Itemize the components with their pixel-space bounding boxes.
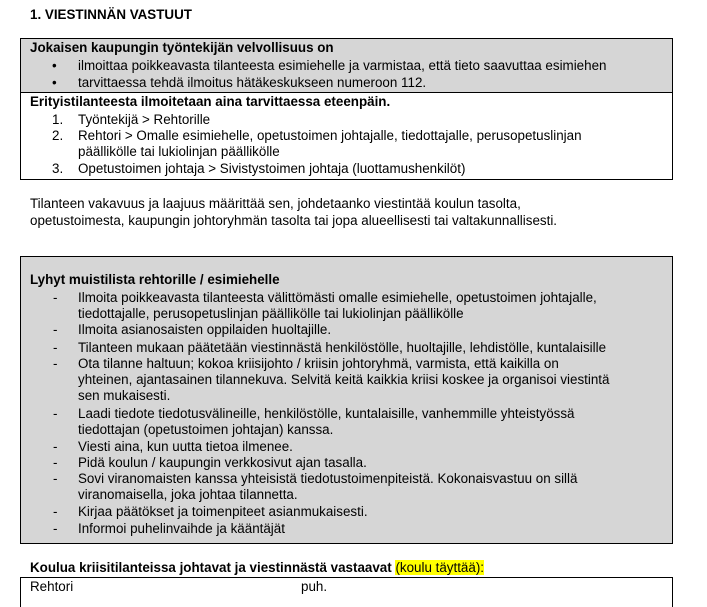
checklist-item-cont: sen mukaisesti. xyxy=(78,388,171,403)
checklist-item-cont: yhteinen, ajantasainen tilannekuva. Selvitä keitä kaikkia kriisi koskee ja organisoi viestintä xyxy=(78,372,610,387)
checklist-item: Informoi puhelinvaihde ja kääntäjät xyxy=(78,521,285,536)
bullet-icon: • xyxy=(52,75,57,90)
checklist-item: Ilmoita poikkeavasta tilanteesta välittömästi omalle esimiehelle, opetustoimen johtajalle, xyxy=(78,290,597,305)
bullet-icon: • xyxy=(52,58,57,73)
dash-bullet-icon: - xyxy=(53,504,58,519)
escalation-box-title: Erityistilanteesta ilmoitetaan aina tarvittaessa eteenpäin. xyxy=(30,94,391,109)
dash-bullet-icon: - xyxy=(53,406,58,421)
list-number: 3. xyxy=(52,161,64,176)
contacts-table xyxy=(20,577,673,607)
escalation-item: Rehtori > Omalle esimiehelle, opetustoimen johtajalle, tiedottajalle, perusopetuslinjan xyxy=(78,128,582,143)
fill-in-highlight: (koulu täyttää): xyxy=(395,560,485,575)
section-heading: 1. VIESTINNÄN VASTUUT xyxy=(30,7,192,22)
checklist-item-cont: tiedottajan (opetustoimen johtajan) kanssa. xyxy=(78,422,334,437)
checklist-item: Kirjaa päätökset ja toimenpiteet asianmukaisesti. xyxy=(78,504,368,519)
dash-bullet-icon: - xyxy=(53,471,58,486)
checklist-item-cont: tiedottajalle, perusopetuslinjan päällikölle tai lukiolinjan päällikölle xyxy=(78,306,464,321)
checklist-item: Laadi tiedote tiedotusvälineille, henkilöstölle, kuntalaisille, vanhemmille yhteistyössä xyxy=(78,406,575,421)
list-number: 1. xyxy=(52,112,64,127)
body-text: Tilanteen vakavuus ja laajuus määrittää sen, johdetaanko viestintää koulun tasolta, xyxy=(30,196,521,211)
contact-phone-label: puh. xyxy=(301,579,328,594)
checklist-item: Ilmoita asianosaisten oppilaiden huoltajille. xyxy=(78,322,332,337)
checklist-item: Viesti aina, kun uutta tietoa ilmenee. xyxy=(78,439,293,454)
escalation-item-cont: päällikölle tai lukiolinjan päällikölle xyxy=(78,144,280,159)
dash-bullet-icon: - xyxy=(53,521,58,536)
dash-bullet-icon: - xyxy=(53,322,58,337)
dash-bullet-icon: - xyxy=(53,340,58,355)
duty-item: ilmoittaa poikkeavasta tilanteesta esimiehelle ja varmistaa, että tieto saavuttaa esimiehen xyxy=(78,58,607,73)
checklist-item: Tilanteen mukaan päätetään viestinnästä henkilöstölle, huoltajille, lehdistölle, kuntalaisille xyxy=(78,340,607,355)
escalation-item: Työntekijä > Rehtorille xyxy=(78,112,211,127)
dash-bullet-icon: - xyxy=(53,439,58,454)
dash-bullet-icon: - xyxy=(53,290,58,305)
duty-box-title: Jokaisen kaupungin työntekijän velvollisuus on xyxy=(30,40,334,55)
duty-item: tarvittaessa tehdä ilmoitus hätäkeskukseen numeroon 112. xyxy=(78,75,427,90)
escalation-box xyxy=(20,92,673,180)
duty-box xyxy=(20,38,673,93)
escalation-item: Opetustoimen johtaja > Sivistystoimen johtaja (luottamushenkilöt) xyxy=(78,161,466,176)
contacts-title: Koulua kriisitilanteissa johtavat ja viestinnästä vastaavat (koulu täyttää): xyxy=(30,560,485,575)
contact-role: Rehtori xyxy=(30,579,74,594)
dash-bullet-icon: - xyxy=(53,356,58,371)
checklist-item: Sovi viranomaisten kanssa yhteisistä tiedotustoimenpiteistä. Kokonaisvastuu on sillä xyxy=(78,471,578,486)
dash-bullet-icon: - xyxy=(53,455,58,470)
checklist-item: Ota tilanne haltuun; kokoa kriisijohto / kriisin johtoryhmä, varmista, että kaikilla on xyxy=(78,356,559,371)
checklist-item-cont: viranomaisella, joka johtaa tilannetta. xyxy=(78,487,298,502)
checklist-title: Lyhyt muistilista rehtorille / esimiehelle xyxy=(30,272,280,287)
checklist-item: Pidä koulun / kaupungin verkkosivut ajan tasalla. xyxy=(78,455,367,470)
body-text: opetustoimesta, kaupungin johtoryhmän tasolta tai jopa alueellisesti tai valtakunnallisesti. xyxy=(30,213,558,228)
checklist-box xyxy=(20,256,673,544)
list-number: 2. xyxy=(52,128,64,143)
